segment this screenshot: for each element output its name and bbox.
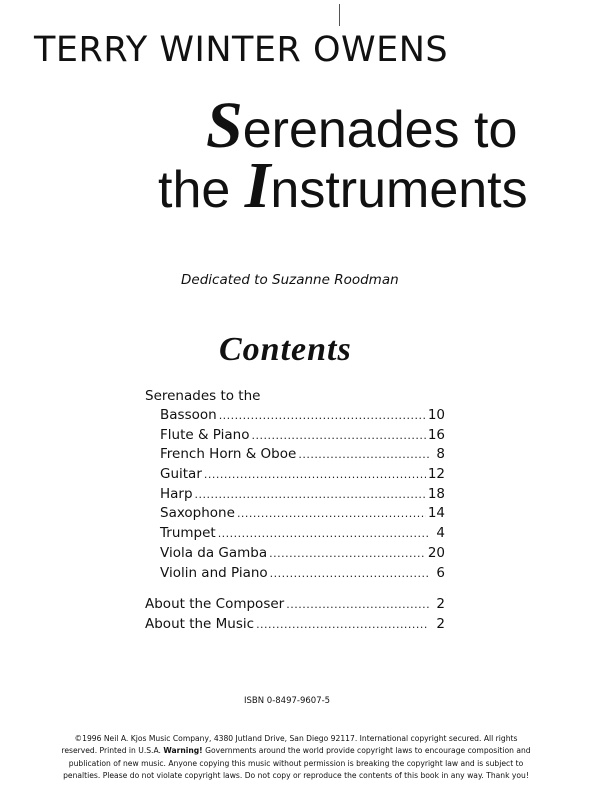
copyright-notice [56, 733, 536, 782]
toc-entry-title: Trumpet [160, 525, 216, 542]
toc-entry-about-music [145, 615, 445, 635]
toc-leader-dots [195, 485, 426, 505]
toc-leader-dots [298, 445, 429, 465]
toc-entry-flute-piano [145, 426, 445, 446]
title-initial-i: I [244, 149, 271, 222]
title-line-2-prefix: the [158, 161, 245, 219]
toc-entry-title: French Horn & Oboe [160, 446, 297, 463]
toc-leader-dots [270, 564, 429, 584]
toc-entry-page: 2 [436, 615, 445, 632]
toc-leader-dots [237, 504, 426, 524]
toc-entry-page: 20 [427, 544, 445, 561]
isbn-number: ISBN 0-8497-9607-5 [244, 696, 331, 706]
toc-leader-dots [218, 524, 429, 544]
toc-entry-page: 10 [427, 407, 445, 423]
toc-entry-title: Flute & Piano [160, 426, 250, 443]
dedication: Dedicated to Suzanne Roodman [181, 272, 399, 288]
toc-leader-dots [286, 595, 429, 615]
toc-entry-title: Viola da Gamba [160, 544, 268, 561]
toc-entry-title: Saxophone [160, 505, 235, 522]
toc-entry-title: About the Music [145, 615, 255, 632]
copyright-text-part-2: Governments around the world provide copyright laws to encourage composition and publication of new music. Anyone copying this music without permission is breaking the copyright law and is subject to penalties. Please do not violate copyright laws. Do not copy or reproduce the contents of this book in any way. Thank you! [63, 746, 531, 780]
copyright-warning-label: Warning! [163, 746, 203, 756]
toc-entry-about-composer [145, 595, 445, 615]
table-of-contents [145, 386, 445, 635]
toc-entry-harp [145, 485, 445, 505]
toc-entry-title: Bassoon [160, 407, 217, 423]
toc-entry-page: 16 [427, 426, 445, 443]
toc-entry-violin-piano [145, 564, 445, 584]
toc-entry-title: Guitar [160, 466, 202, 483]
book-title-line-2 [158, 149, 528, 222]
toc-leader-dots [256, 615, 429, 635]
toc-entry-guitar [145, 465, 445, 485]
composer-name: TERRY WINTER OWENS [34, 30, 449, 70]
toc-group-label: Serenades to the [145, 388, 261, 404]
title-initial-s: S [206, 89, 243, 162]
copyright-text-part-1: ©1996 Neil A. Kjos Music Company, 4380 Jutland Drive, San Diego 92117. International copyright secured. All rights reserved. Printed in U.S.A. [61, 734, 518, 756]
toc-entry-page: 8 [436, 446, 445, 463]
toc-entry-title: About the Composer [145, 596, 285, 613]
toc-entry-page: 18 [427, 485, 445, 502]
toc-entry-title: Violin and Piano [160, 564, 268, 581]
title-line-2-text: nstruments [270, 161, 528, 219]
toc-entry-page: 4 [436, 525, 445, 542]
toc-entry-viola-da-gamba [145, 544, 445, 564]
toc-entry-page: 14 [427, 505, 445, 522]
toc-entry-page: 12 [427, 466, 445, 483]
toc-entry-bassoon [145, 406, 445, 426]
margin-tick-mark [339, 4, 340, 26]
toc-entry-trumpet [145, 524, 445, 544]
toc-entry-saxophone [145, 504, 445, 524]
toc-spacer [145, 583, 445, 595]
toc-leader-dots [269, 544, 426, 564]
toc-leader-dots [204, 465, 426, 485]
toc-entry-page: 2 [436, 596, 445, 613]
toc-entry-french-horn-oboe [145, 445, 445, 465]
contents-heading: Contents [219, 331, 352, 368]
toc-leader-dots [219, 406, 426, 426]
title-line-1-text: erenades to [242, 101, 518, 159]
toc-leader-dots [251, 426, 425, 446]
toc-entry-title: Harp [160, 485, 193, 502]
toc-entry-page: 6 [436, 564, 445, 581]
